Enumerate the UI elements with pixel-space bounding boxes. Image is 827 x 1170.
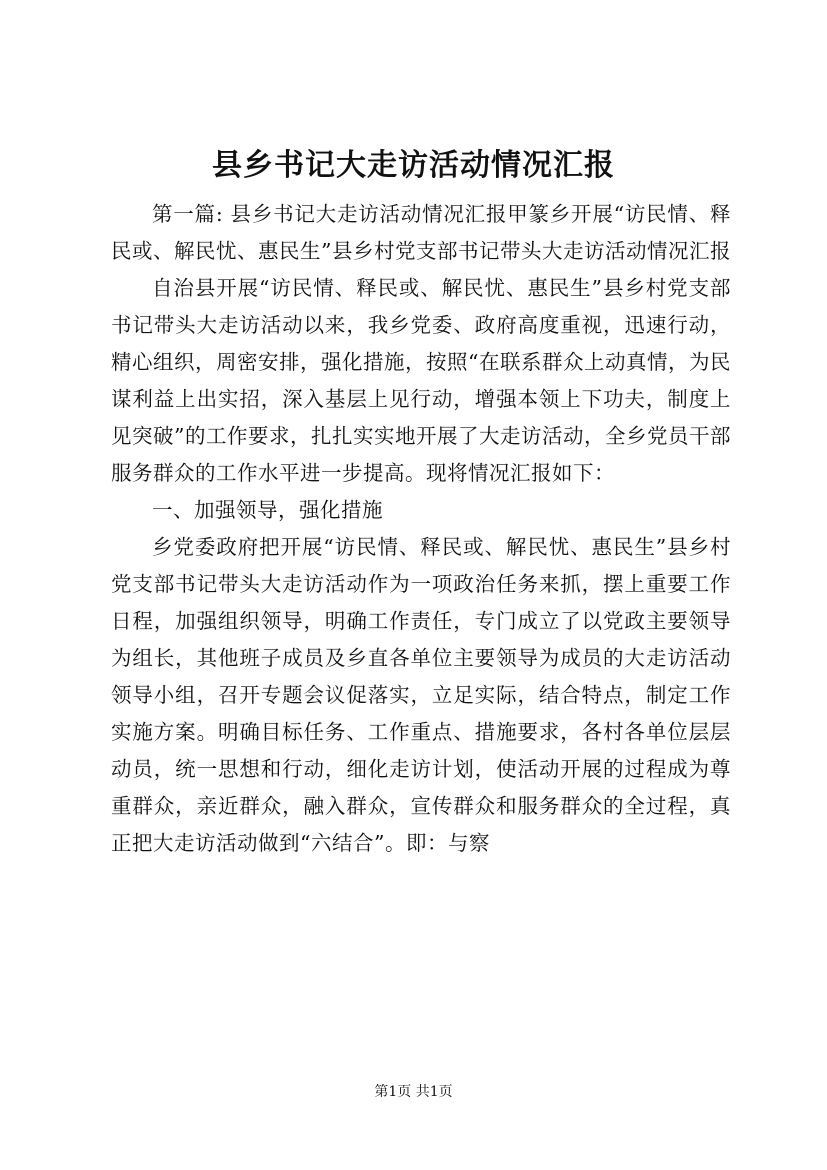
section-heading-1: 一、加强领导，强化措施 (152, 498, 383, 522)
page-footer: 第1页 共1页 (374, 1084, 453, 1100)
paragraph-1: 第一篇: 县乡书记大走访活动情况汇报甲篆乡开展“访民情、释民或、解民忧、惠民生”县乡村党支部书记带头大走访活动情况汇报 (111, 202, 731, 263)
document-body (111, 196, 731, 862)
document-title: 县乡书记大走访活动情况汇报 (212, 148, 615, 183)
paragraph-3: 乡党委政府把开展“访民情、释民或、解民忧、惠民生”县乡村党支部书记带头大走访活动作为一项政治任务来抓，摆上重要工作日程，加强组织领导，明确工作责任，专门成立了以党政主要领导为组长，其他班子成员及乡直各单位主要领导为成员的大走访活动领导小组，召开专题会议促落实，立足实际，结合特点，制定工作实施方案。明确目标任务、工作重点、措施要求，各村各单位层层动员，统一思想和行动，细化走访计划，使活动开展的过程成为尊重群众，亲近群众，融入群众，宣传群众和服务群众的全过程，真正把大走访活动做到“六结合”。即：与察 (111, 535, 731, 855)
paragraph-2: 自治县开展“访民情、释民或、解民忧、惠民生”县乡村党支部书记带头大走访活动以来，我乡党委、政府高度重视，迅速行动，精心组织，周密安排，强化措施，按照“在联系群众上动真情，为民谋利益上出实招，深入基层上见行动，增强本领上下功夫，制度上见突破”的工作要求，扎扎实实地开展了大走访活动，全乡党员干部服务群众的工作水平进一步提高。现将情况汇报如下： (111, 276, 731, 485)
